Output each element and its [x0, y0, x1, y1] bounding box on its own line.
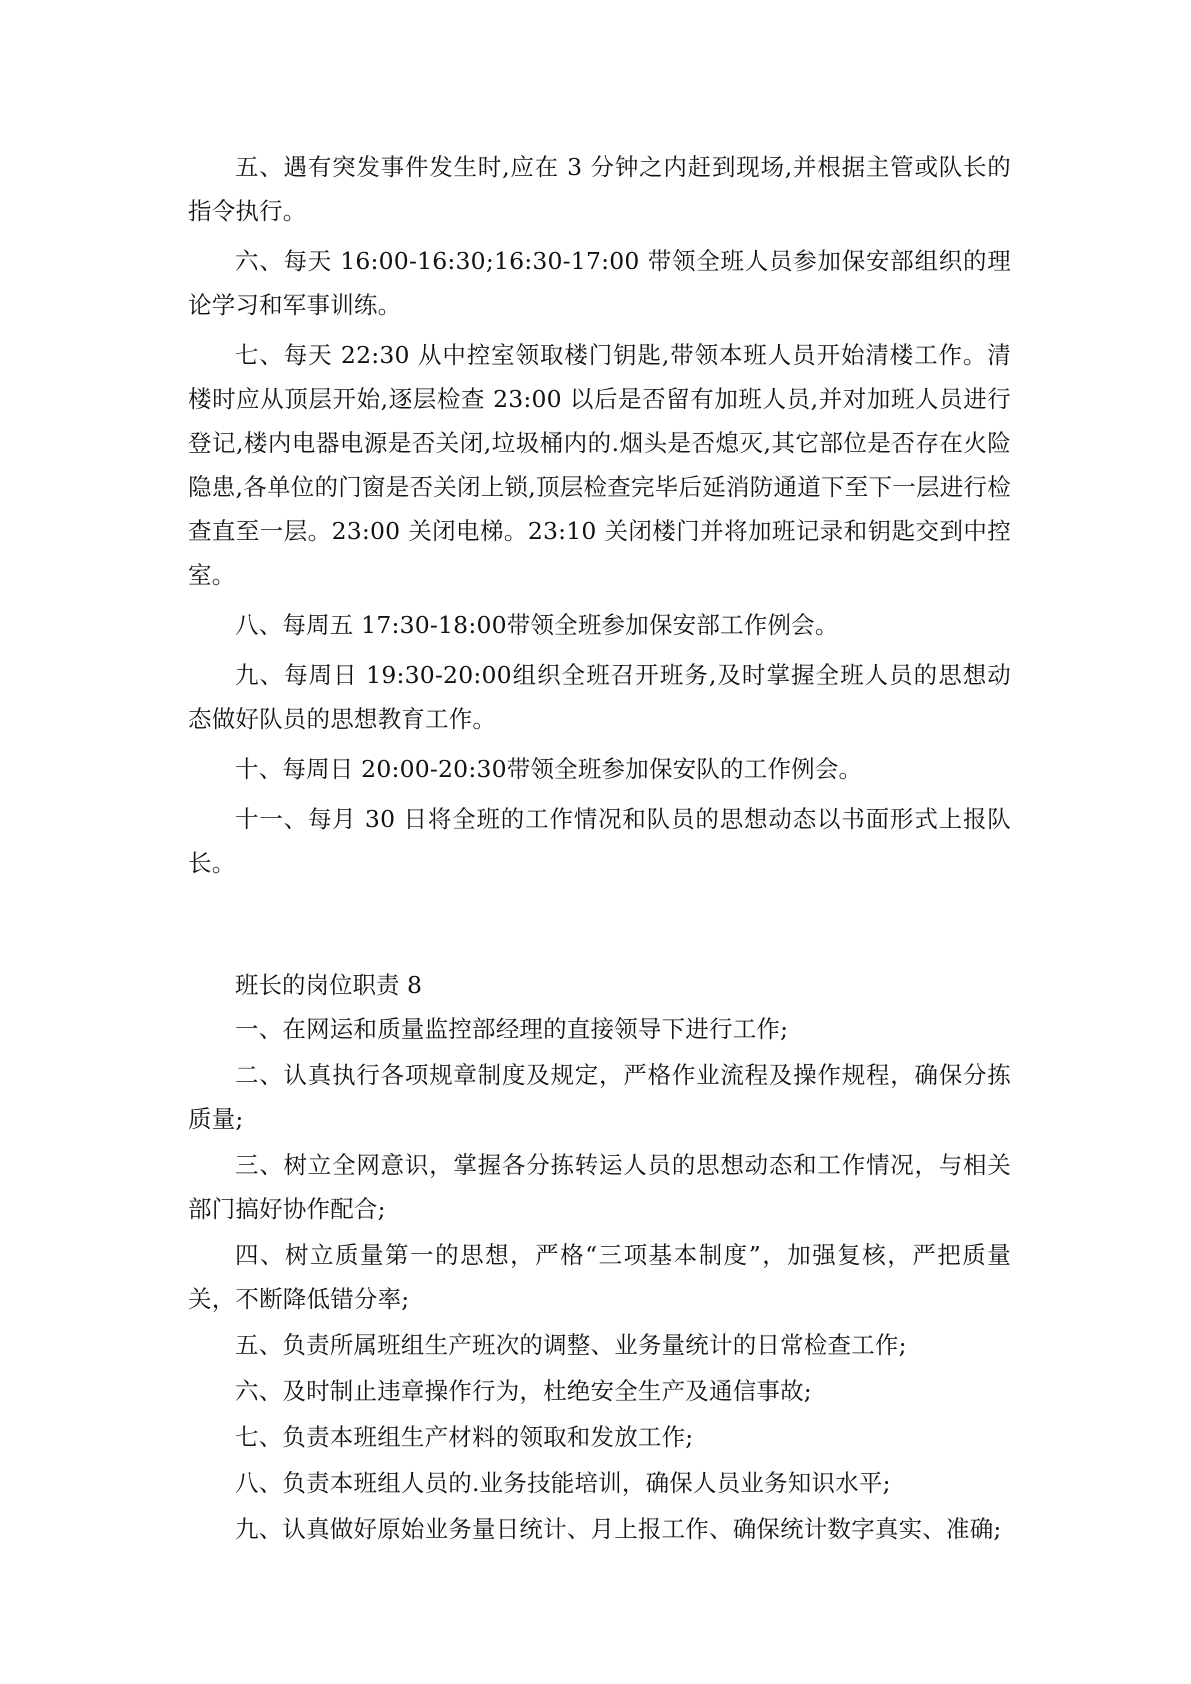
monitor-duty-2: 二、认真执行各项规章制度及规定，严格作业流程及操作规程，确保分拣质量;: [188, 1061, 1011, 1133]
monitor-duty-7: 七、负责本班组生产材料的领取和发放工作;: [235, 1423, 694, 1451]
monitor-duty-9: 九、认真做好原始业务量日统计、月上报工作、确保统计数字真实、准确;: [235, 1515, 1002, 1543]
monitor-duty-8: 八、负责本班组人员的.业务技能培训，确保人员业务知识水平;: [235, 1469, 891, 1497]
monitor-duty-6: 六、及时制止违章操作行为，杜绝安全生产及通信事故;: [235, 1377, 812, 1405]
section-heading: 班长的岗位职责 8: [235, 971, 422, 999]
duty-item-10: 十、每周日 20:00-20:30带领全班参加保安队的工作例会。: [235, 755, 863, 783]
duty-list-continued: [188, 145, 1011, 885]
monitor-duty-1: 一、在网运和质量监控部经理的直接领导下进行工作;: [235, 1015, 789, 1043]
duty-item-8: 八、每周五 17:30-18:00带领全班参加保安部工作例会。: [235, 611, 839, 639]
monitor-duties-section: [188, 963, 1011, 1551]
duty-item-6: 六、每天 16:00-16:30;16:30-17:00 带领全班人员参加保安部组织的理论学习和军事训练。: [188, 247, 1011, 319]
monitor-duty-3: 三、树立全网意识，掌握各分拣转运人员的思想动态和工作情况，与相关部门搞好协作配合;: [188, 1151, 1011, 1223]
duty-item-9: 九、每周日 19:30-20:00组织全班召开班务,及时掌握全班人员的思想动态做好队员的思想教育工作。: [188, 661, 1011, 733]
monitor-duty-4: 四、树立质量第一的思想，严格“三项基本制度”，加强复核，严把质量关，不断降低错分率;: [188, 1241, 1011, 1313]
monitor-duty-5: 五、负责所属班组生产班次的调整、业务量统计的日常检查工作;: [235, 1331, 907, 1359]
duty-item-7: 七、每天 22:30 从中控室领取楼门钥匙,带领本班人员开始清楼工作。清楼时应从顶层开始,逐层检查 23:00 以后是否留有加班人员,并对加班人员进行登记,楼内电器电源是否关闭,垃圾桶内的.烟头是否熄灭,其它部位是否存在火险隐患,各单位的门窗是否关闭上锁,顶层检查完毕后延消防通道下至下一层进行检查直至一层。23:00 关闭电梯。23:10 关闭楼门并将加班记录和钥匙交到中控室。: [188, 341, 1011, 589]
duty-item-11: 十一、每月 30 日将全班的工作情况和队员的思想动态以书面形式上报队长。: [188, 805, 1011, 877]
duty-item-5: 五、遇有突发事件发生时,应在 3 分钟之内赶到现场,并根据主管或队长的指令执行。: [188, 153, 1011, 225]
